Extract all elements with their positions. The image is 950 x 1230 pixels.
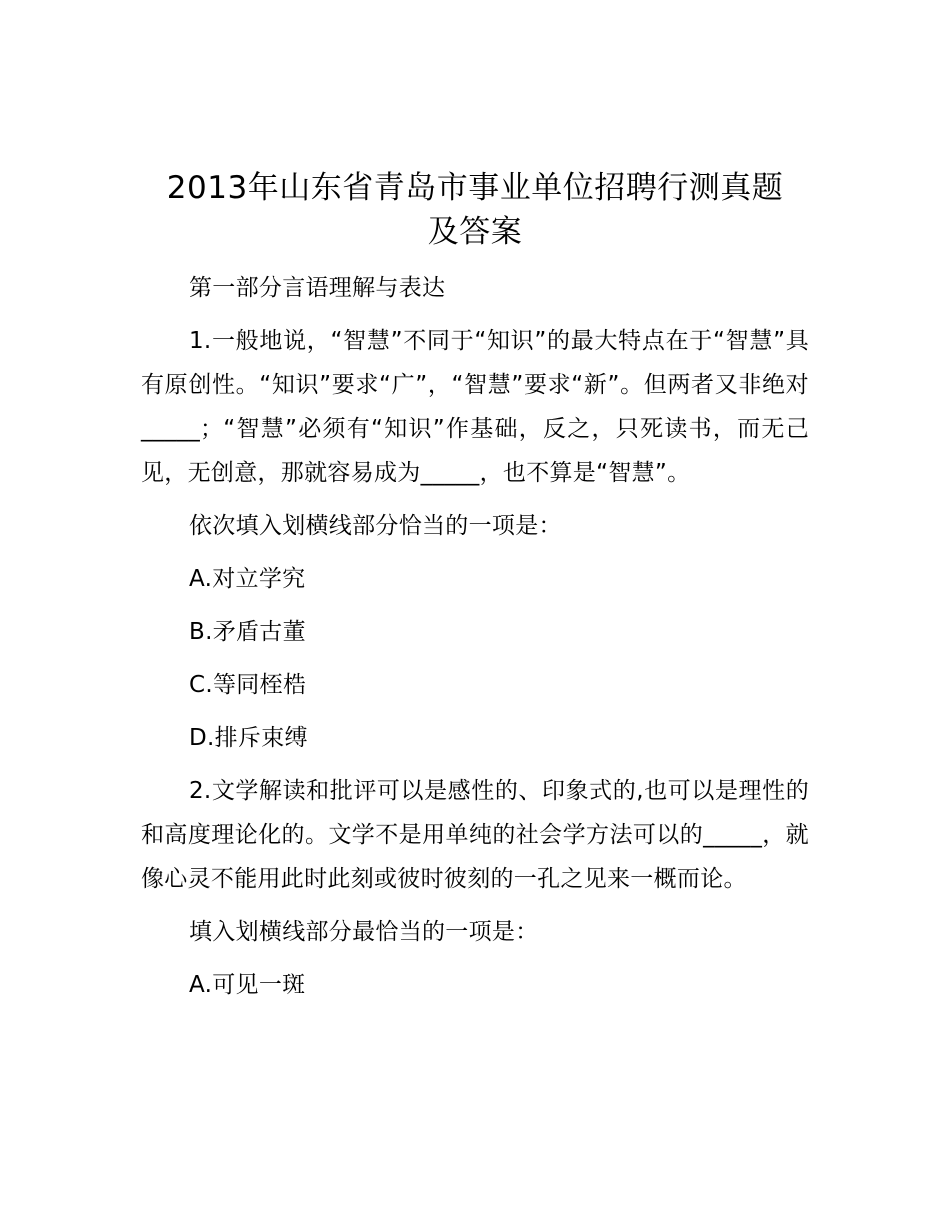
- question-2-option-a: A.可见一斑: [189, 972, 306, 998]
- section-heading: 第一部分言语理解与表达: [189, 275, 446, 301]
- question-1-option-a: A.对立学究: [189, 566, 306, 592]
- document-body: [141, 266, 809, 1007]
- question-2-prompt: 填入划横线部分最恰当的一项是：: [189, 919, 539, 945]
- document-title-line-1: 2013年山东省青岛市事业单位招聘行测真题: [166, 170, 784, 206]
- question-1-option-c: C.等同桎梏: [189, 672, 307, 698]
- question-2-stem: 2.文学解读和批评可以是感性的、印象式的,也可以是理性的和高度理论化的。文学不是用单纯的社会学方法可以的_____，就像心灵不能用此时此刻或彼时彼刻的一孔之见来一概而论。: [141, 778, 809, 892]
- question-1-prompt: 依次填入划横线部分恰当的一项是：: [189, 513, 562, 539]
- question-1-stem: 1.一般地说，“智慧”不同于“知识”的最大特点在于“智慧”具有原创性。“知识”要求“广”，“智慧”要求“新”。但两者又非绝对_____；“智慧”必须有“知识”作基础，反之，只死读书，而无己见，无创意，那就容易成为_____，也不算是“智慧”。: [141, 328, 809, 486]
- document-title: [140, 166, 810, 254]
- document-title-line-2: 及答案: [427, 214, 523, 250]
- question-1-option-d: D.排斥束缚: [189, 725, 308, 751]
- question-1-option-b: B.矛盾古董: [189, 619, 306, 645]
